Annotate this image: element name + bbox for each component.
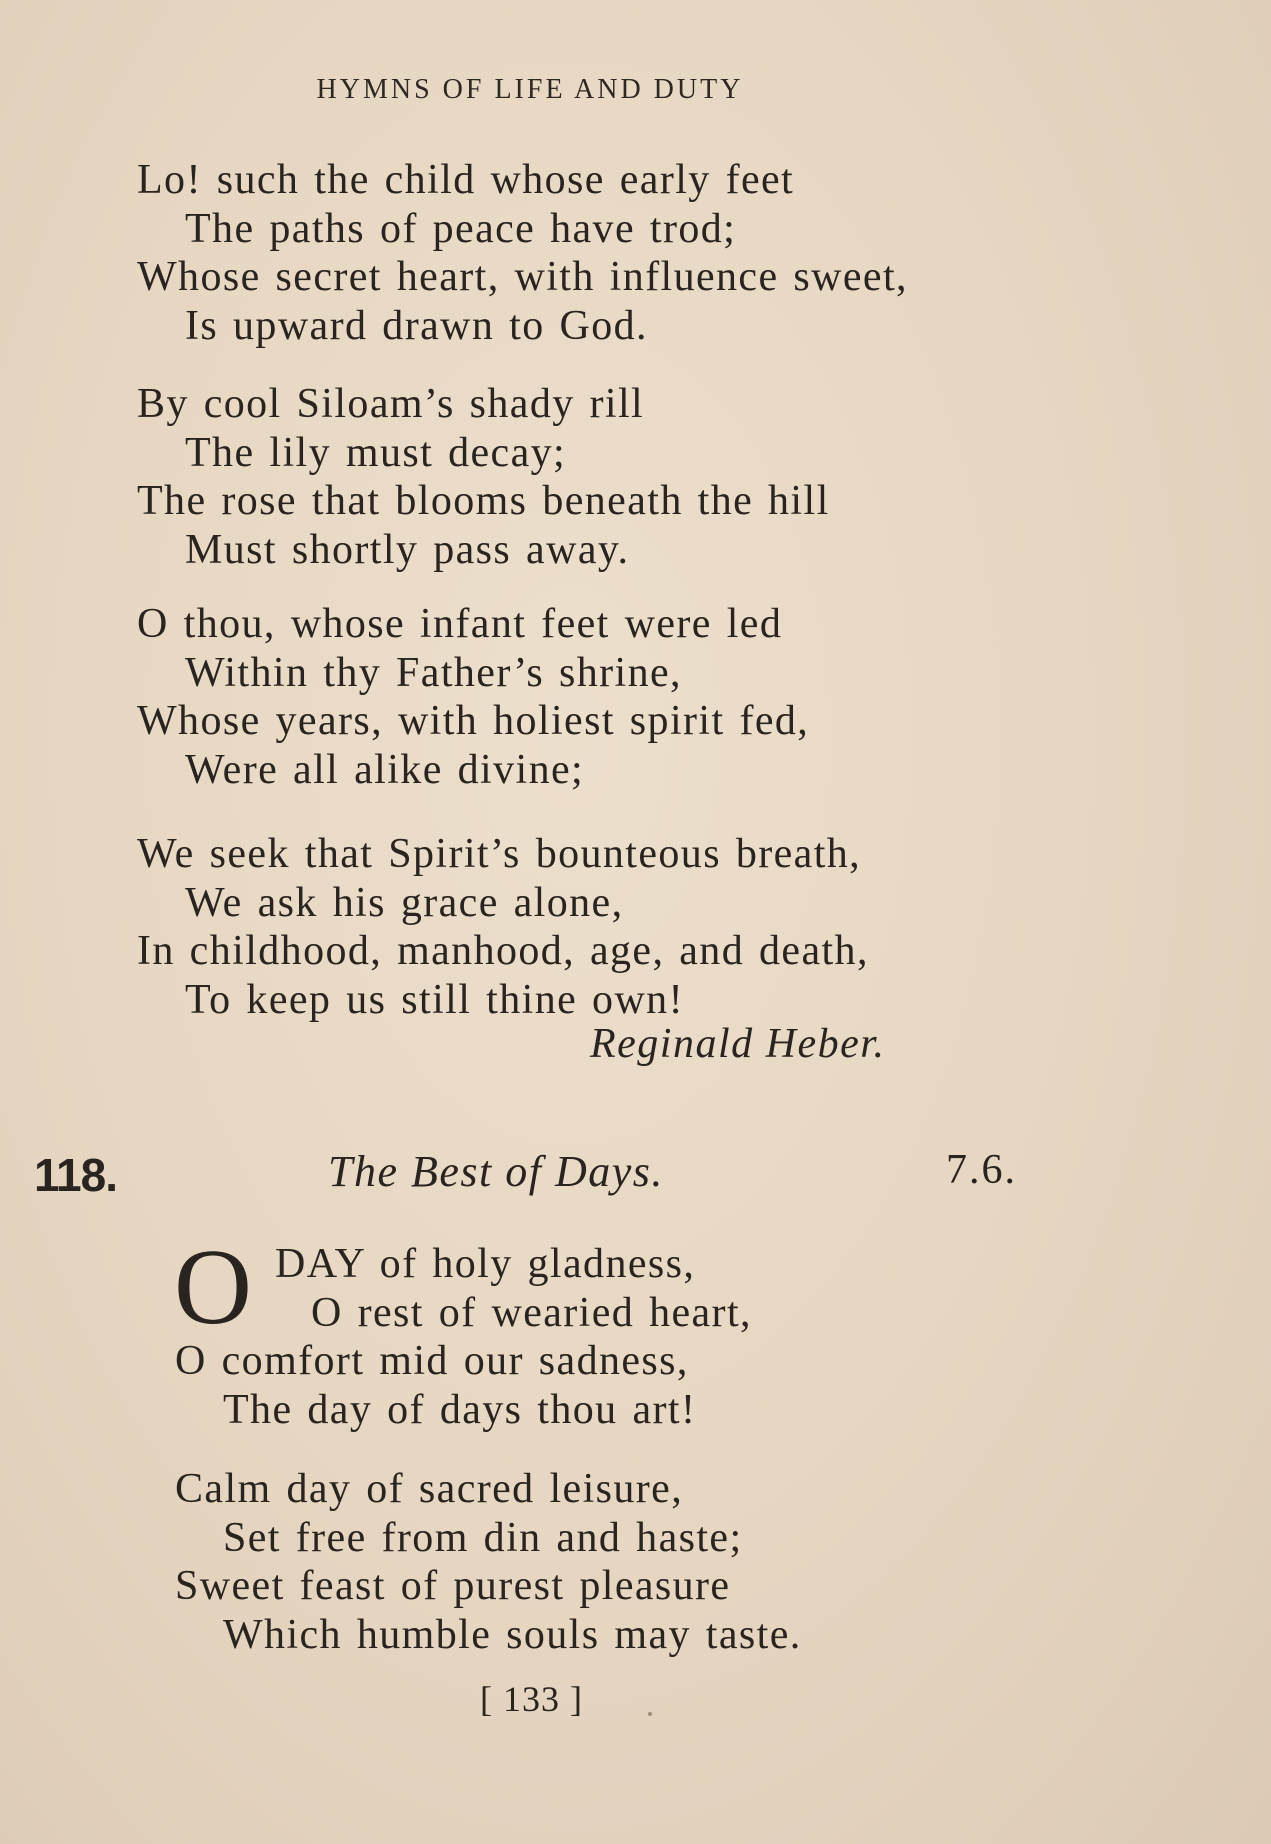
verse-line: Sweet feast of purest pleasure xyxy=(175,1563,731,1609)
verse-line: O rest of wearied heart, xyxy=(311,1289,752,1336)
verse-line: Within thy Father’s shrine, xyxy=(185,649,682,696)
paper-speck xyxy=(648,1712,652,1716)
verse-line: We seek that Spirit’s bounteous breath, xyxy=(137,831,862,877)
verse-line: The paths of peace have trod; xyxy=(185,205,737,252)
verse-line: By cool Siloam’s shady rill xyxy=(137,381,645,427)
hymn-meter: 7.6. xyxy=(946,1147,1017,1193)
verse-line: Whose years, with holiest spirit fed, xyxy=(137,698,810,744)
stanza-2 xyxy=(137,380,830,574)
verse-line: O thou, whose infant feet were led xyxy=(137,601,783,647)
stanza-hymn-118-1 xyxy=(175,1240,752,1434)
stanza-1 xyxy=(137,156,908,350)
hymn-title: The Best of Days. xyxy=(328,1147,664,1196)
page-number: [ 133 ] xyxy=(480,1679,583,1719)
hymn-number: 118. xyxy=(34,1149,117,1201)
verse-line: O comfort mid our sadness, xyxy=(175,1338,689,1384)
verse-line: The rose that blooms beneath the hill xyxy=(137,478,830,524)
author-attribution: Reginald Heber. xyxy=(590,1021,886,1067)
verse-line: Whose secret heart, with influence sweet, xyxy=(137,254,908,300)
verse-line: Which humble souls may taste. xyxy=(223,1611,802,1658)
verse-line: Set free from din and haste; xyxy=(223,1514,743,1561)
running-head: HYMNS OF LIFE AND DUTY xyxy=(316,74,744,105)
stanza-3 xyxy=(137,600,809,794)
verse-line: In childhood, manhood, age, and death, xyxy=(137,928,869,974)
verse-line: Calm day of sacred leisure, xyxy=(175,1466,684,1512)
drop-cap: O xyxy=(174,1228,252,1347)
verse-line: DAY of holy gladness, xyxy=(275,1241,696,1287)
verse-line: Lo! such the child whose early feet xyxy=(137,157,795,203)
verse-line: The day of days thou art! xyxy=(223,1386,697,1433)
verse-line: The lily must decay; xyxy=(185,429,567,476)
verse-line: Were all alike divine; xyxy=(185,746,585,793)
stanza-hymn-118-2 xyxy=(175,1465,802,1659)
stanza-4 xyxy=(137,830,869,1024)
verse-line: To keep us still thine own! xyxy=(185,976,684,1023)
verse-line: Is upward drawn to God. xyxy=(185,302,648,349)
verse-line: Must shortly pass away. xyxy=(185,526,630,573)
verse-line: We ask his grace alone, xyxy=(185,879,624,926)
